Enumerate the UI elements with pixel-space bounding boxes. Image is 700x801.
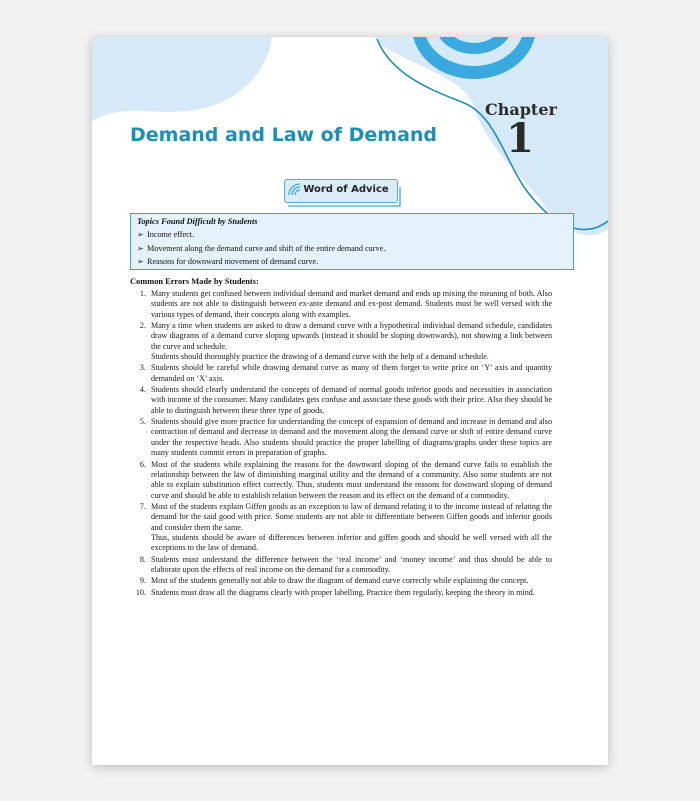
word-of-advice-badge [284, 179, 398, 207]
topic-item: ➢ Reasons for downward movement of demand curve. [137, 255, 567, 269]
arrow-bullet-icon: ➢ [137, 257, 144, 266]
chapter-label: Chapter [485, 100, 557, 119]
list-item: 6. Most of the students while explaining the reasons for the downward sloping of the demand curve fails to establish the relationship between the law of diminishing marginal utility and the demand of a community. Also some students are not able to explain substitution effect correctly. Thus, students must understand the reasons for downward sloping of demand curve and should be able to establish relation between the reason and its effect on the demand of a commodity. [139, 459, 552, 500]
book-page [92, 37, 608, 765]
errors-list [130, 289, 552, 599]
arrow-bullet-icon: ➢ [137, 243, 144, 253]
list-item: 7. Most of the students explain Giffen goods as an exception to law of demand relating it to the income instead of relating the demand for the said good with price. Some students are not able to differentiate between Giffen goods and inferior goods and consider them the same. Thus, students should be aware of differences between inferior and giffen goods and should be well versed with all the exceptions to the law of demand. [139, 501, 552, 553]
list-item: 8. Students must understand the difference between the ‘real income’ and ‘money income’ and thus should be able to elaborate upon the effects of real income on the demand for a commodity. [139, 554, 552, 574]
list-item: 9. Most of the students generally not able to draw the diagram of demand curve correctly while explaining the concept. [139, 576, 529, 586]
page-title: Demand and Law of Demand [130, 124, 438, 146]
topic-item: ➢ Income effect. [137, 228, 567, 242]
arrow-bullet-icon: ➢ [137, 230, 144, 239]
topics-difficult-box [130, 213, 574, 270]
list-item: 10. Students must draw all the diagrams clearly with proper labelling. Practice them regularly, keeping the theory in mind. [135, 587, 535, 597]
chapter-number: 1 [506, 115, 534, 162]
errors-heading: Common Errors Made by Students: [130, 277, 259, 286]
topic-item: ➢ Movement along the demand curve and shift of the entire demand curve. [137, 242, 567, 256]
list-item: 2. Many a time when students are asked to draw a demand curve with a hypothetical individual demand schedule, candidates draw diagrams of a demand curve sloping upwards (instead it should be sloping downwards), not showing a link between the curve and schedule. Students should thoroughly practice the drawing of a demand curve with the help of a demand schedule. [139, 321, 552, 362]
list-item: 1. Many students get confused between individual demand and market demand and ends up mixing the meaning of both. Also students are not able to distinguish between ex-ante demand and ex-post demand. Students must be well versed with the various types of demand, their concepts along with examples. [139, 289, 552, 319]
list-item: 5. Students should give more practice for understanding the concept of expansion of demand and increase in demand and also contraction of demand and decrease in demand and the movement along the demand curve or shift of entire demand curve under the respective heads. Also students should practice the proper labelling of diagrams/graphs under these topics are many students commit errors in preparation of graphs. [139, 417, 552, 458]
advice-label: Word of Advice [303, 184, 389, 195]
list-item: 3. Students should be careful while drawing demand curve as many of them forget to write price on ‘Y’ axis and quantity demanded on ‘X’ axis. [139, 363, 552, 383]
list-item: 4. Students should clearly understand the concepts of demand of normal goods inferior goods and necessities in association with income of the consumer. Many candidates gets confuse and associate these goods with their price. Also they should be able to distinguish between these three type of goods. [139, 385, 552, 415]
topics-title: Topics Found Difficult by Students [137, 217, 258, 226]
